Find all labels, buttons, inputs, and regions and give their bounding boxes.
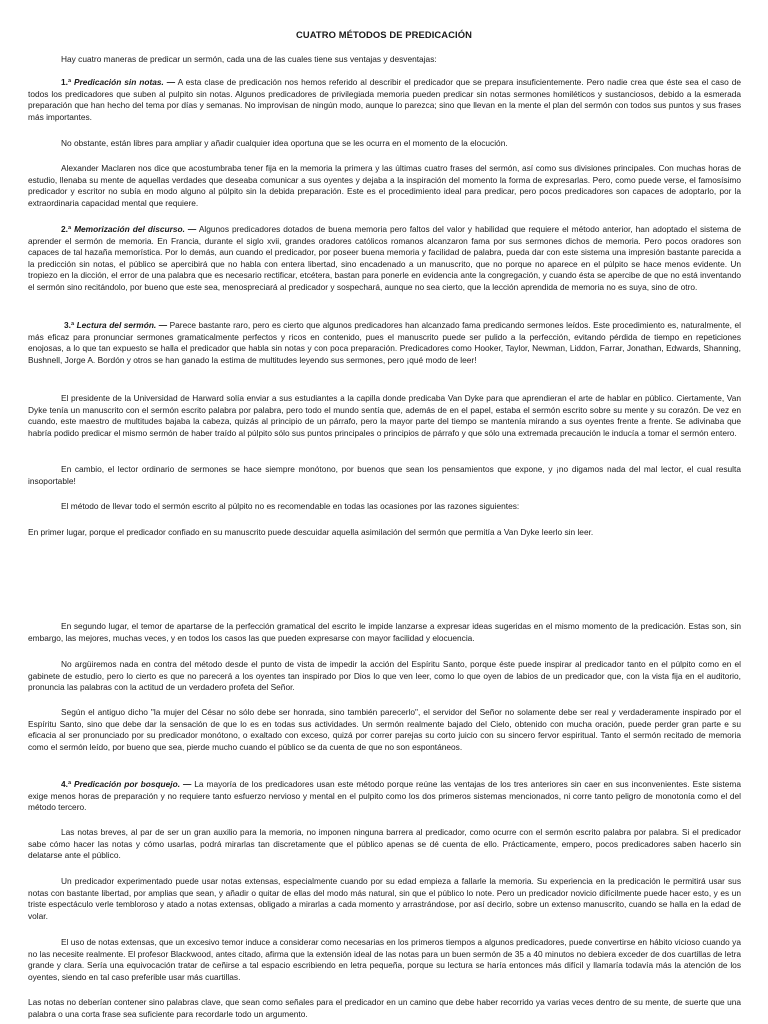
- paragraph-intro: [28, 54, 741, 66]
- paragraph-method-1: [28, 77, 741, 123]
- method-1-number: 1.ª: [61, 77, 72, 87]
- paragraph-notas-breves: Las notas breves, al par de ser un gran auxilio para la memoria, no imponen ninguna barrera al predicador, como ocurre con el sermón escrito palabra por palabra. Si el predicador sabe cómo hacer las notas y cómo usarlas, podrá mirarlas tan discretamente que el público apenas se dé cuenta de ello. Prácticamente, empero, pocos predicadores saben hacerlo sin delatarse ante el público.: [28, 827, 741, 861]
- paragraph-no-obstante: No obstante, están libres para ampliar y añadir cualquier idea oportuna que se les ocurra en el momento de la elocución.: [61, 138, 508, 148]
- paragraph-no-arguiremos: No argüiremos nada en contra del método desde el punto de vista de impedir la acción del Espíritu Santo, porque éste puede inspirar al predicador tanto en el púlpito como en el gabinete de estudio, pero lo cierto es que no parecerá a los oyentes tan inspirado por Dios lo que ven leer, como lo que oyen de labios de un predicador que, con la vista fija en el auditorio, pronuncia las palabras con la actitud de un verdadero profeta del Señor.: [28, 659, 741, 693]
- paragraph-segun: Según el antiguo dicho "la mujer del César no sólo debe ser honrada, sino también parecerlo", el servidor del Señor no solamente debe ser real y verdaderamente inspirado por el Espíritu Santo, sino que debe dar la sensación de que lo es en todas sus actividades. Un sermón realmente bajado del Cielo, obtenido con mucha oración, puede perder gran parte e su eficacia al ser pronunciado por su predicador monótono, o exaltado con exceso, quizá por correr parejas su corto juicio con su sincero fervor espiritual. Tanto el sermón recitado de memoria como el sermón leído, por bueno que sea, pierde mucho cuando el público se da cuenta de que no son espontáneos.: [28, 707, 741, 752]
- paragraph-harward: El presidente de la Universidad de Harward solía enviar a sus estudiantes a la capilla donde predicaba Van Dyke para que aprendieran el arte de hablar en público. Ciertamente, Van Dyke tenía un manuscrito con el sermón escrito palabra por palabra, pero todo el mundo sentía que, además de en el papel, estaba el sermón escrito sobre su mente y su corazón. De vez en cuando, este maestro de multitudes bajaba la cabeza, quizás al principio de un párrafo, pero la mayor parte del tiempo se mantenía mirando a sus oyentes frente a frente. Se adivinaba que habría podido predicar el mismo sermón de haber traído al púlpito sólo sus puntos principales o principios de párrafo y que sólo una extremada precaución le inducía a tomar el sermón entero.: [28, 393, 741, 438]
- paragraph-maclaren: Alexander Maclaren nos dice que acostumbraba tener fija en la memoria la primera y las últimas cuatro frases del sermón, así como sus divisiones principales. Con muchas horas de estudio, llenaba su mente de aquellas verdades que deseaba comunicar a sus oyentes y dejaba a la inspiración del momento la forma de expresarlas. Pero, como puede verse, el famosísimo predicador y escritor no subía en modo alguno al púlpito sin la debida preparación. Este es el procedimiento ideal para predicar, pero pocos predicadores son capaces de adoptarlo, por la extraordinaria capacidad mental que requiere.: [28, 163, 741, 208]
- paragraph-method-3: [28, 320, 741, 366]
- paragraph-en-cambio: En cambio, el lector ordinario de sermones se hace siempre monótono, por buenos que sean los pensamientos que expone, y ¡no digamos nada del mal lector, el cual resulta insoportable!: [28, 464, 741, 486]
- method-2-text: Algunos predicadores dotados de buena memoria pero faltos del valor y habilidad que requiere el método anterior, han adoptado el sistema de aprender el sermón de memoria. En Francia, durante el siglo xvii, grandes oradores católicos romanos alcanzaron fama por sus sermones dichos de memoria. Pero pocos oradores son capaces de tal hazaña memorística. Por lo demás, aun cuando el predicador, por poseer buena memoria y facilidad de palabra, pueda dar con este sistema una impresión bastante parecida a la predicción sin notas, el público se apercibirá que no habla con entera libertad, sino encadenado a un manuscrito, que no porque no aparece en el púlpito se hace menos evidente. Un tropiezo en la dicción, el error de una palabra que es necesario rectificar, etcétera, bastan para ponerle en evidencia ante la congregación, y cuando ésta se apercibe de que no está inventando el sermón sino recitándolo, por bueno que este sea, menospreciará al predicador y sospechará, aunque no sea cierto, que la lección aprendida de memoria no es suya, sino de otro.: [28, 224, 741, 292]
- paragraph-metodo: El método de llevar todo el sermón escrito al púlpito no es recomendable en todas las ocasiones por las razones siguientes:: [61, 501, 520, 511]
- method-2-heading: Memorización del discurso. —: [74, 224, 197, 234]
- paragraph-primer-lugar: En primer lugar, porque el predicador confiado en su manuscrito puede descuidar aquella asimilación del sermón que permitía a Van Dyke leerlo sin leer.: [28, 527, 594, 537]
- page-title: CUATRO MÉTODOS DE PREDICACIÓN: [296, 29, 472, 40]
- method-2-number: 2.ª: [61, 224, 72, 234]
- method-4-text: La mayoría de los predicadores usan este método porque reúne las ventajas de los tres anteriores sin caer en sus inconvenientes. Este sistema exige menos horas de preparación y no requiere tanto esfuerzo nervioso y mental en el pulpito como los dos primeros sistemas mencionados, ni corre tanto peligro de monotonía como el del método tercero.: [28, 779, 741, 813]
- intro-text: Hay cuatro maneras de predicar un sermón, cada una de las cuales tiene sus ventajas y desventajas:: [61, 54, 437, 64]
- paragraph-experimentado: Un predicador experimentado puede usar notas extensas, especialmente cuando por su edad empieza a fallarle la memoria. Su experiencia en la predicación le permitirá usar sus notas con bastante libertad, por amplias que sean, y añadir o quitar de ellas del modo más natural, sin que el público lo note. Pero un predicador novicio difícilmente puede hacer esto, y es un triste espectáculo verle tembloroso y atado a notas extensas, obligado a mirarlas a cada momento y arrastrándose, por así decirlo, sobre un extenso manuscrito, cuando se halla en la edad de volar.: [28, 876, 741, 921]
- method-1-text: A esta clase de predicación nos hemos referido al describir el predicador que se prepara insuficientemente. Pero nadie crea que éste sea el caso de todos los predicadores que suben al pulpito sin notas. Algunos predicadores de privilegiada memoria pueden predicar sin notas sermones homiléticos y sustanciosos, debido a la esmerada preparación que han hecho del tema por días y semanas. No improvisan de ningún modo, aunque lo parezca; sino que llevan en la mente el plan del sermón con todos sus puntos y sus frases más importantes.: [28, 77, 741, 122]
- method-4-heading: Predicación por bosquejo. —: [74, 779, 192, 789]
- method-3-text: Parece bastante raro, pero es cierto que algunos predicadores han alcanzado fama predicando sermones leídos. Este procedimiento es, naturalmente, el más eficaz para pronunciar sermones gramaticalmente perfectos y ricos en contenido, pues el manuscrito puede ser pulido a la perfección, evitando pérdida de tiempo en repeticiones enojosas, a lo que tan expuesto se halla el predicador que habla sin notas y con poca preparación. Predicadores como Hooker, Taylor, Newman, Liddon, Farrar, Jonathan, Edwards, Shanning, Bushnell, Jorge A. Bordón y otros se han ganado la estima de multitudes leyendo sus sermones, pero ¡qué modo de leer!: [28, 320, 741, 365]
- method-1-heading: Predicación sin notas. —: [74, 77, 176, 87]
- method-4-number: 4.ª: [61, 779, 72, 789]
- paragraph-segundo-lugar: En segundo lugar, el temor de apartarse de la perfección gramatical del escrito le impide lanzarse a expresar ideas sugeridas en el mismo momento de la predicación. Estas son, sin embargo, las mejores, muchas veces, y en todos los casos las que pueden expresarse con mayor facilidad y elocuencia.: [28, 621, 741, 643]
- paragraph-method-2: [28, 224, 741, 294]
- method-3-heading: Lectura del sermón. —: [76, 320, 168, 330]
- paragraph-las-notas: Las notas no deberían contener sino palabras clave, que sean como señales para el predicador en un camino que debe haber recorrido ya varias veces dentro de su mente, de suerte que una palabra o una corta frase sea suficiente para recordarle todo un argumento.: [28, 997, 741, 1019]
- paragraph-uso-notas: El uso de notas extensas, que un excesivo temor induce a considerar como necesarias en los primeros tiempos a algunos predicadores, puede convertirse en hábito vicioso cuando ya no las necesite realmente. El profesor Blackwood, antes citado, afirma que la extensión ideal de las notas para un buen sermón de 35 a 40 minutos no debiera exceder de dos cuartillas de letra grande y clara. Sería una equivocación tratar de ceñirse a tal espacio escribiendo en letra pequeña, porque su lectura se haría entonces más difícil y llamaría todavía más la atención de los oyentes, siendo en tal caso preferible usar más cuartillas.: [28, 937, 741, 982]
- paragraph-method-4: [28, 779, 741, 814]
- method-3-number: 3.ª: [64, 320, 75, 330]
